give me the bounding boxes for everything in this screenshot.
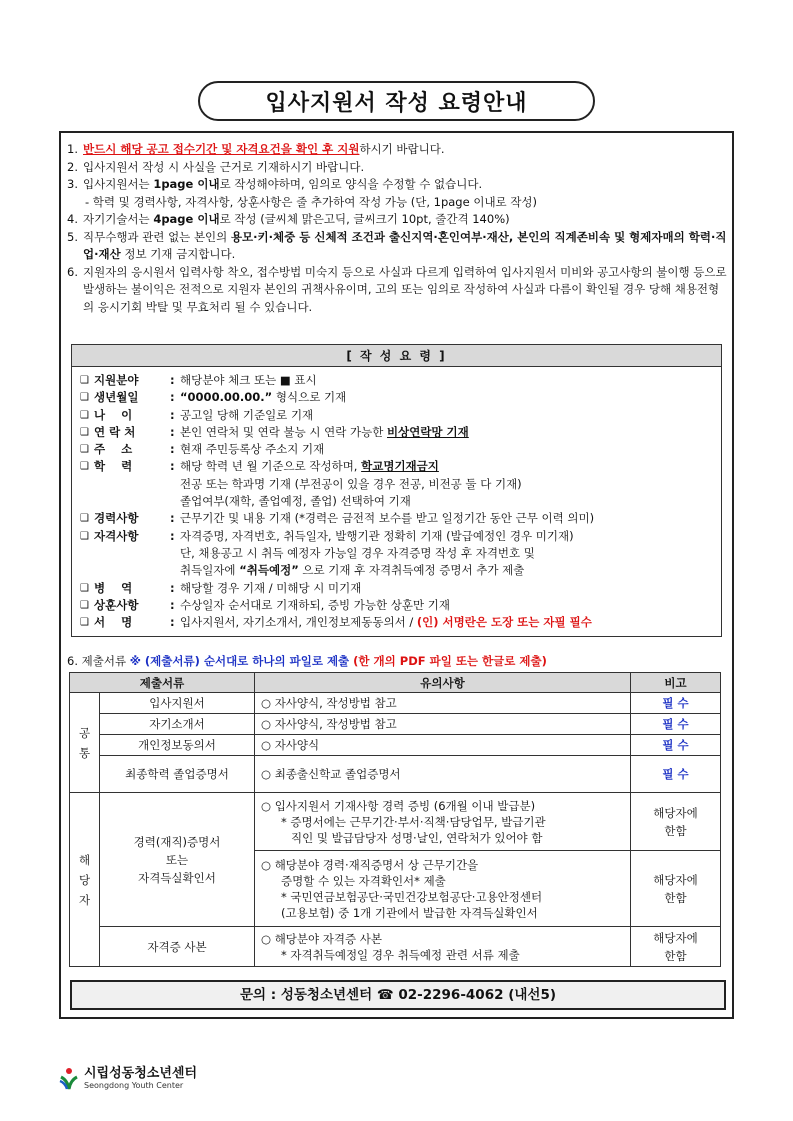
doc-cell: 자기소개서	[100, 714, 255, 735]
guide-colon: :	[170, 615, 175, 630]
remark-cell: 해당자에 한함	[631, 851, 721, 927]
section-6-heading	[67, 653, 547, 669]
instruction-item-2	[67, 159, 727, 177]
guide-text: 해당분야 체크 또는 ■ 표시	[180, 373, 317, 387]
guide-label: 생년월일	[94, 390, 139, 405]
guide-label: 학 력	[94, 459, 133, 474]
header-documents: 제출서류	[70, 673, 255, 693]
checkbox-bullet-icon: ❑	[80, 409, 89, 421]
remark-cell: 필 수	[631, 693, 721, 714]
item-text: 자기기술서는	[83, 212, 154, 226]
guide-row	[80, 424, 721, 441]
doc-cell: 자격증 사본	[100, 927, 255, 967]
guide-row	[80, 614, 721, 631]
guide-list	[72, 367, 721, 631]
guide-text: 수상일자 순서대로 기재하되, 증빙 가능한 상훈만 기재	[180, 597, 450, 612]
item-text: 하시기 바랍니다.	[359, 142, 445, 156]
remark-cell: 필 수	[631, 756, 721, 793]
table-row	[70, 927, 721, 967]
instructions-box	[59, 131, 734, 1019]
guide-row	[80, 458, 721, 475]
guide-label: 주 소	[94, 442, 133, 457]
item-number: 6.	[67, 264, 78, 279]
item-number: 2.	[67, 159, 78, 174]
guide-colon: :	[170, 373, 175, 387]
guide-row	[80, 441, 721, 458]
checkbox-bullet-icon: ❑	[80, 426, 89, 438]
doc-cell: 경력(재직)증명서 또는 자격득실확인서	[100, 793, 255, 927]
item-text: 입사지원서 작성 시 사실을 근거로 기재하시기 바랍니다.	[83, 159, 365, 174]
item-text: 로 작성 (글씨체 맑은고딕, 글씨크기 10pt, 줄간격 140%)	[219, 212, 510, 226]
guide-colon: :	[170, 528, 175, 543]
note-cell: ○ 해당분야 자격증 사본 * 자격취득예정일 경우 취득예정 관련 서류 제출	[255, 927, 631, 967]
note-cell: ○ 해당분야 경력·재직증명서 상 근무기간을 증명할 수 있는 자격확인서* 제출 * 국민연금보험공단·국민건강보험공단·고용안정센터 (고용보험) 중 1개 기관에서 발급한 자격득실확인서	[255, 851, 631, 927]
guide-text: 공고일 당해 기준일로 기재	[180, 407, 314, 422]
documents-table	[69, 672, 721, 967]
guide-text: 해당 학력 년 월 기준으로 작성하며, 학교명기재금지	[180, 459, 439, 474]
center-logo	[58, 1067, 197, 1091]
guide-text: 해당할 경우 기재 / 미해당 시 미기재	[180, 580, 362, 595]
guide-label: 나 이	[94, 407, 133, 422]
guide-text: 자격증명, 자격번호, 취득일자, 발행기관 정확히 기재 (발급예정인 경우 미기재)	[180, 528, 574, 543]
item-text: - 학력 및 경력사항, 자격사항, 상훈사항은 줄 추가하여 작성 가능 (단, 1page 이내로 작성)	[85, 194, 538, 209]
guide-colon: :	[170, 597, 175, 612]
section-6-format: (한 개의 PDF 파일 또는 한글로 제출)	[349, 654, 547, 668]
instruction-item-3	[67, 176, 727, 194]
guide-colon: :	[170, 390, 175, 405]
writing-guide-box	[71, 344, 722, 637]
remark-cell: 해당자에 한함	[631, 927, 721, 967]
guide-text: “0000.00.00.” 형식으로 기재	[180, 390, 347, 405]
group-applicable: 해 당 자	[70, 793, 100, 967]
checkbox-bullet-icon: ❑	[80, 375, 89, 386]
item-number: 1.	[67, 142, 78, 156]
guide-continuation: 취득일자에 “취득예정” 으로 기재 후 자격취득예정 증명서 추가 제출	[180, 563, 525, 578]
checkbox-bullet-icon: ❑	[80, 599, 89, 611]
header-notes: 유의사항	[255, 673, 631, 693]
instruction-item-4	[67, 211, 727, 229]
table-row	[70, 756, 721, 793]
checkbox-bullet-icon: ❑	[80, 392, 89, 404]
doc-cell: 최종학력 졸업증명서	[100, 756, 255, 793]
instruction-subitem	[67, 194, 727, 212]
checkbox-bullet-icon: ❑	[80, 582, 89, 594]
guide-text: 현재 주민등록상 주소지 기재	[180, 442, 325, 457]
item-text: 지원자의 응시원서 입력사항 착오, 접수방법 미숙지 등으로 사실과 다르게 입력하여 입사지원서 미비와 공고사항의 불이행 등으로 발생하는 불이익은 전적으로 지원자 본인의 귀책사유이며, 고의 또는 임의로 작성하여 사실과 다름이 확인될 경우 당해 채용전형의 응시기회 박탈 및 무효처리 될 수 있습니다.	[83, 264, 727, 314]
item-highlight: 반드시 해당 공고 접수기간 및 자격요건을 확인 후 지원	[83, 142, 360, 156]
section-6-label: 6. 제출서류	[67, 654, 130, 668]
checkbox-bullet-icon: ❑	[80, 444, 89, 456]
guide-row	[80, 528, 721, 545]
checkbox-bullet-icon: ❑	[80, 617, 89, 629]
guide-text: 입사지원서, 자기소개서, 개인정보제동동의서 / (인) 서명란은 도장 또는 자필 필수	[180, 615, 592, 630]
guide-heading: [ 작 성 요 령 ]	[72, 345, 721, 367]
guide-colon: :	[170, 442, 175, 457]
logo-icon	[58, 1067, 80, 1091]
table-row	[70, 793, 721, 851]
item-number: 3.	[67, 177, 78, 191]
guide-row	[80, 510, 721, 527]
guide-text: 본인 연락처 및 연락 불능 시 연락 가능한 비상연락망 기재	[180, 424, 469, 439]
guide-continuation: 전공 또는 학과명 기재 (부전공이 있을 경우 전공, 비전공 둘 다 기재)	[180, 476, 522, 491]
guide-colon: :	[170, 511, 175, 526]
item-text: 정보 기재 금지합니다.	[120, 247, 236, 261]
guide-row	[80, 407, 721, 424]
checkbox-bullet-icon: ❑	[80, 513, 89, 525]
instruction-item-1	[67, 141, 727, 159]
guide-label: 서 명	[94, 615, 133, 630]
instruction-list	[67, 141, 727, 316]
item-text: 로 작성해야하며, 임의로 양식을 수정할 수 없습니다.	[219, 177, 483, 191]
guide-continuation: 단, 채용공고 시 취득 예정자 가능일 경우 자격증명 작성 후 자격번호 및	[180, 545, 535, 560]
doc-cell: 입사지원서	[100, 693, 255, 714]
note-cell: ○ 자사양식, 작성방법 참고	[255, 693, 631, 714]
group-common: 공 통	[70, 693, 100, 793]
guide-row	[80, 372, 721, 389]
guide-colon: :	[170, 580, 175, 595]
header-remarks: 비고	[631, 673, 721, 693]
guide-label: 연 락 처	[94, 424, 136, 439]
item-text: 입사지원서는	[83, 177, 154, 191]
guide-label: 자격사항	[94, 528, 139, 543]
note-cell: ○ 입사지원서 기재사항 경력 증빙 (6개월 이내 발급분) * 증명서에는 근무기간·부서·직책·담당업무, 발급기관 직인 및 발급담당자 성명·날인, 연락처가 있어야 함	[255, 793, 631, 851]
guide-colon: :	[170, 424, 175, 439]
item-bold: 4page 이내	[153, 212, 220, 226]
remark-cell: 필 수	[631, 735, 721, 756]
item-text: 직무수행과 관련 없는 본인의	[83, 229, 231, 244]
logo-name: 시립성동청소년센터	[84, 1066, 198, 1081]
guide-row	[80, 580, 721, 597]
checkbox-bullet-icon: ❑	[80, 461, 89, 473]
item-number: 5.	[67, 229, 78, 244]
guide-colon: :	[170, 459, 175, 474]
checkbox-bullet-icon: ❑	[80, 530, 89, 542]
table-row	[70, 735, 721, 756]
instruction-item-6	[67, 264, 727, 317]
table-row	[70, 693, 721, 714]
doc-cell: 개인정보동의서	[100, 735, 255, 756]
guide-label: 경력사항	[94, 511, 139, 526]
guide-label: 상훈사항	[94, 597, 139, 612]
table-row	[70, 714, 721, 735]
note-cell: ○ 최종출신학교 졸업증명서	[255, 756, 631, 793]
note-cell: ○ 자사양식, 작성방법 참고	[255, 714, 631, 735]
guide-continuation: 졸업여부(재학, 졸업예정, 졸업) 선택하여 기재	[180, 494, 411, 509]
logo-english: Seongdong Youth Center	[84, 1081, 184, 1090]
guide-row	[80, 389, 721, 406]
guide-colon: :	[170, 407, 175, 422]
instruction-item-5	[67, 229, 727, 264]
remark-cell: 필 수	[631, 714, 721, 735]
page-title: 입사지원서 작성 요령안내	[198, 81, 595, 121]
item-bold: 1page 이내	[153, 177, 220, 191]
guide-row	[80, 597, 721, 614]
guide-label: 지원분야	[94, 373, 139, 387]
table-header-row	[70, 673, 721, 693]
note-cell: ○ 자사양식	[255, 735, 631, 756]
item-bold: 용모·키·체중 등 신체적 조건과 출신지역·혼인여부·재산, 본인의 직계존비속 및 형제자매의 학력·직업·재산	[83, 229, 727, 261]
item-number: 4.	[67, 212, 78, 226]
guide-label: 병 역	[94, 580, 133, 595]
remark-cell: 해당자에 한함	[631, 793, 721, 851]
section-6-note: ※ (제출서류) 순서대로 하나의 파일로 제출	[129, 654, 350, 668]
contact-info: 문의 : 성동청소년센터 ☎ 02-2296-4062 (내선5)	[70, 980, 726, 1010]
guide-text: 근무기간 및 내용 기재 (*경력은 금전적 보수를 받고 일정기간 동안 근무 이력 의미)	[180, 511, 595, 526]
